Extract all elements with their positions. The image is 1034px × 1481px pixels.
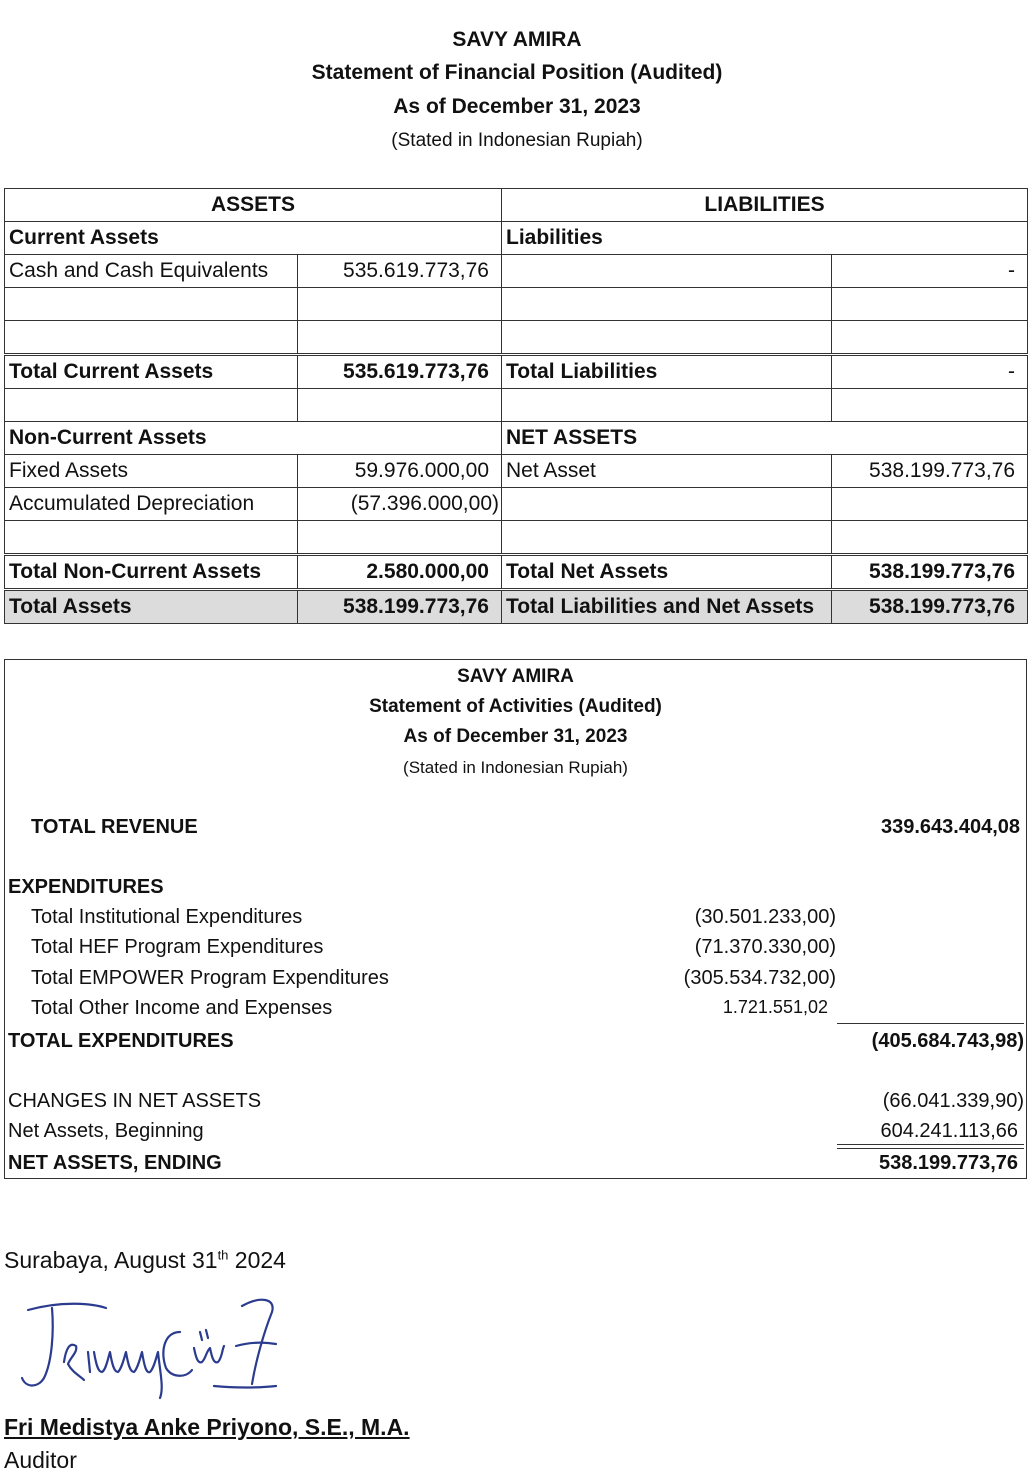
total-liab-net-label: Total Liabilities and Net Assets [502,590,832,624]
fixed-assets-label: Fixed Assets [5,455,298,488]
activities-currency-note: (Stated in Indonesian Rupiah) [403,758,628,777]
empty-cell [832,321,1028,355]
activities-date: As of December 31, 2023 [403,726,628,747]
total-net-assets-label: Total Net Assets [502,555,832,590]
place-date-prefix: Surabaya, August 31 [4,1247,218,1273]
assets-header: ASSETS [5,189,502,222]
cash-value: 535.619.773,76 [298,255,502,288]
financial-position-table [4,188,1028,624]
empty-cell [832,521,1028,555]
signer-name: Fri Medistya Anke Priyono, S.E., M.A. [4,1414,410,1440]
changes-label: CHANGES IN NET ASSETS [8,1090,262,1112]
expenditure-item-label: Total HEF Program Expenditures [31,936,324,958]
expenditure-item-label: Total EMPOWER Program Expenditures [31,967,389,989]
total-current-assets-value: 535.619.773,76 [298,355,502,389]
empty-cell [832,389,1028,422]
beginning-label: Net Assets, Beginning [8,1120,204,1142]
empty-cell [5,288,298,321]
empty-cell [5,389,298,422]
place-date-year: 2024 [228,1247,286,1273]
empty-cell [298,321,502,355]
total-expenditures-rule [837,1023,1024,1024]
activities-title: Statement of Activities (Audited) [369,696,662,717]
total-expenditures-label: TOTAL EXPENDITURES [8,1030,234,1052]
empty-cell [502,488,832,521]
empty-cell [5,321,298,355]
place-date [4,1247,286,1274]
empty-cell [298,389,502,422]
expenditure-item-value: 1.721.551,02 [722,997,828,1017]
empty-cell [502,521,832,555]
total-assets-value: 538.199.773,76 [298,590,502,624]
empty-cell [5,521,298,555]
expenditure-item-label: Total Institutional Expenditures [31,906,303,928]
org-name: SAVY AMIRA [452,28,582,51]
ending-double-rule [837,1144,1024,1149]
liabilities-header: LIABILITIES [502,189,1028,222]
acc-dep-value: (57.396.000,00) [298,488,502,521]
signature [14,1292,294,1404]
total-expenditures-value: (405.684.743,98) [871,1030,1024,1052]
empty-cell [502,321,832,355]
total-revenue-value: 339.643.404,08 [880,816,1020,838]
expenditure-item-label: Total Other Income and Expenses [31,997,333,1019]
total-revenue-label: TOTAL REVENUE [31,816,198,838]
empty-cell [298,288,502,321]
ending-value: 538.199.773,76 [878,1152,1018,1174]
total-net-assets-value: 538.199.773,76 [832,555,1028,590]
total-liab-net-value: 538.199.773,76 [832,590,1028,624]
non-current-assets-label: Non-Current Assets [5,422,502,455]
net-assets-header: NET ASSETS [502,422,1028,455]
place-date-sup: th [217,1247,229,1263]
net-asset-label: Net Asset [502,455,832,488]
acc-dep-label: Accumulated Depreciation [5,488,298,521]
current-assets-label: Current Assets [5,222,502,255]
empty-cell [298,521,502,555]
cash-label: Cash and Cash Equivalents [5,255,298,288]
currency-note: (Stated in Indonesian Rupiah) [391,130,643,151]
ending-label: NET ASSETS, ENDING [8,1152,222,1174]
total-liabilities-label: Total Liabilities [502,355,832,389]
liabilities-label: Liabilities [502,222,1028,255]
empty-cell [832,288,1028,321]
total-nca-value: 2.580.000,00 [298,555,502,590]
expenditure-item-value: (305.534.732,00) [683,967,836,989]
total-liabilities-value: - [832,355,1028,389]
total-assets-label: Total Assets [5,590,298,624]
activities-statement [4,659,1027,1179]
total-current-assets-label: Total Current Assets [5,355,298,389]
expenditure-item-value: (71.370.330,00) [694,936,836,958]
liab-empty-label [502,255,832,288]
expenditure-item-value: (30.501.233,00) [694,906,836,928]
statement-date: As of December 31, 2023 [393,95,641,118]
beginning-value: 604.241.113,66 [880,1120,1018,1142]
net-asset-value: 538.199.773,76 [832,455,1028,488]
liab-dash-value: - [832,255,1028,288]
empty-cell [832,488,1028,521]
empty-cell [502,288,832,321]
total-nca-label: Total Non-Current Assets [5,555,298,590]
empty-cell [502,389,832,422]
fixed-assets-value: 59.976.000,00 [298,455,502,488]
signer-role: Auditor [4,1447,77,1473]
changes-value: (66.041.339,90) [882,1090,1024,1112]
activities-org: SAVY AMIRA [457,666,574,687]
expenditures-header: EXPENDITURES [8,876,164,898]
statement-title: Statement of Financial Position (Audited) [311,61,723,84]
